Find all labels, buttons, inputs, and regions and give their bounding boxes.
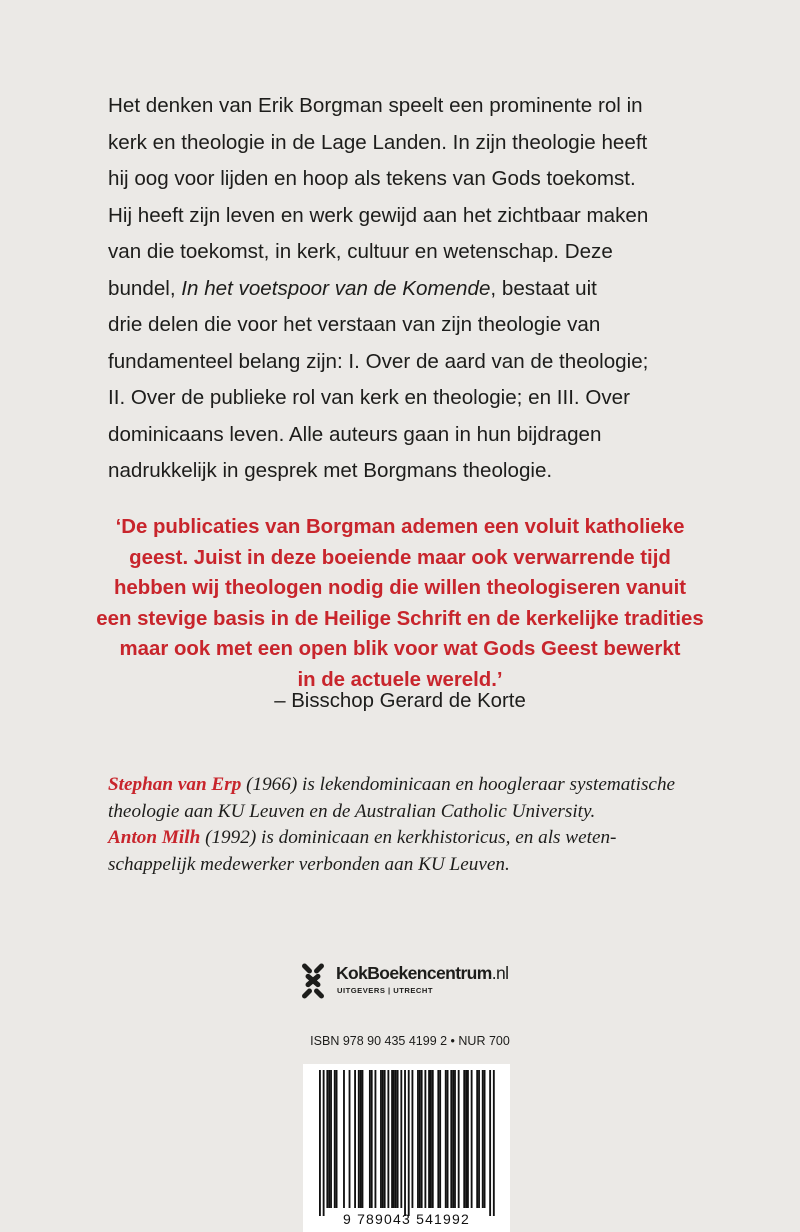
- barcode-bar: [432, 1070, 434, 1208]
- endorsement-quote: [80, 512, 720, 695]
- barcode-bar: [343, 1070, 345, 1208]
- book-title-italic: In het voetspoor van de Komende: [181, 276, 491, 300]
- barcode-bar: [384, 1070, 386, 1208]
- author-bio-line: schappelijk medewerker verbonden aan KU Leuven.: [108, 853, 510, 875]
- barcode-bar: [445, 1070, 447, 1208]
- barcode-graphic: [303, 1064, 510, 1232]
- quote-line: maar ook met een open blik voor wat Gods Geest bewerkt: [119, 638, 681, 660]
- kok-boekencentrum-logo-icon: [298, 960, 328, 1004]
- publisher-name-text: KokBoekencentrum: [336, 963, 492, 983]
- barcode-bar: [476, 1070, 478, 1208]
- barcode-bar: [430, 1070, 432, 1208]
- barcode-number: 9 789043 541992: [343, 1211, 470, 1227]
- barcode-bar: [471, 1070, 473, 1208]
- barcode-bar: [358, 1070, 360, 1208]
- publisher-tld: .nl: [491, 963, 509, 983]
- author-bio-text: (1966) is lekendominicaan en hoogleraar systematische: [241, 774, 676, 795]
- barcode-bar: [380, 1070, 382, 1208]
- barcode: [303, 1064, 510, 1232]
- publisher-subtitle: UITGEVERS | UTRECHT: [337, 986, 434, 995]
- barcode-bar: [404, 1070, 406, 1216]
- barcode-bar: [421, 1070, 423, 1208]
- barcode-bar: [437, 1070, 439, 1208]
- quote-line: ‘De publicaties van Borgman ademen een voluit katholieke: [115, 516, 685, 538]
- barcode-bar: [439, 1070, 441, 1208]
- description-line: fundamenteel belang zijn: I. Over de aard van de theologie;: [108, 349, 649, 373]
- description-line: nadrukkelijk in gesprek met Borgmans theologie.: [108, 459, 553, 482]
- barcode-bar: [375, 1070, 377, 1208]
- description-line: kerk en theologie in de Lage Landen. In zijn theologie heeft: [108, 130, 648, 154]
- barcode-bar: [323, 1070, 325, 1216]
- description-line: Hij heeft zijn leven en werk gewijd aan het zichtbaar maken: [108, 203, 649, 227]
- barcode-bar: [454, 1070, 456, 1208]
- publisher-name: [336, 963, 508, 984]
- barcode-bar: [484, 1070, 486, 1208]
- barcode-bar: [326, 1070, 328, 1208]
- barcode-bar: [478, 1070, 480, 1208]
- barcode-bar: [349, 1070, 351, 1208]
- barcode-bar: [400, 1070, 402, 1208]
- barcode-bar: [428, 1070, 430, 1208]
- author-bio-line: [108, 825, 728, 852]
- publisher-logo: [298, 960, 538, 1006]
- barcode-bar: [328, 1070, 330, 1208]
- description-line: hij oog voor lijden en hoop als tekens van Gods toekomst.: [108, 167, 636, 190]
- description-text: , bestaat uit: [490, 276, 597, 300]
- barcode-bar: [450, 1070, 452, 1208]
- description-line-with-title: [108, 271, 708, 308]
- book-description: [108, 88, 708, 490]
- barcode-bar: [369, 1070, 371, 1208]
- barcode-bar: [463, 1070, 465, 1208]
- barcode-bar: [489, 1070, 491, 1216]
- barcode-bar: [465, 1070, 467, 1208]
- barcode-bar: [354, 1070, 356, 1208]
- barcode-bar: [330, 1070, 332, 1208]
- barcode-bar: [493, 1070, 495, 1216]
- barcode-bar: [393, 1070, 395, 1208]
- author-name: Stephan van Erp: [108, 774, 242, 795]
- barcode-bar: [424, 1070, 426, 1208]
- barcode-bar: [408, 1070, 410, 1216]
- barcode-bar: [412, 1070, 414, 1208]
- quote-line: geest. Juist in deze boeiende maar ook verwarrende tijd: [129, 546, 671, 569]
- barcode-bar: [334, 1070, 336, 1208]
- barcode-bar: [482, 1070, 484, 1208]
- description-line: II. Over de publieke rol van kerk en theologie; en III. Over: [108, 386, 630, 409]
- barcode-bar: [467, 1070, 469, 1208]
- barcode-bar: [362, 1070, 364, 1208]
- author-name: Anton Milh: [108, 827, 201, 849]
- author-bios: [108, 772, 728, 878]
- description-line: van die toekomst, in kerk, cultuur en wetenschap. Deze: [108, 240, 613, 263]
- barcode-bar: [371, 1070, 373, 1208]
- barcode-bar: [419, 1070, 421, 1208]
- quote-line: in de actuele wereld.’: [297, 668, 503, 691]
- barcode-bar: [417, 1070, 419, 1208]
- quote-line: hebben wij theologen nodig die willen theologiseren vanuit: [113, 577, 687, 599]
- description-text: bundel,: [108, 276, 182, 300]
- barcode-bar: [397, 1070, 399, 1208]
- barcode-bar: [395, 1070, 397, 1208]
- barcode-bar: [452, 1070, 454, 1208]
- barcode-bar: [458, 1070, 460, 1208]
- barcode-bar: [360, 1070, 362, 1208]
- author-bio-text: (1992) is dominicaan en kerkhistoricus, en als weten-: [200, 827, 617, 849]
- barcode-bar: [336, 1070, 338, 1208]
- quote-line: een stevige basis in de Heilige Schrift en de kerkelijke tradities: [96, 607, 704, 630]
- author-bio-line: theologie aan KU Leuven en de Australian Catholic University.: [108, 800, 596, 822]
- barcode-bar: [391, 1070, 393, 1208]
- barcode-bar: [319, 1070, 321, 1216]
- quote-attribution: – Bisschop Gerard de Korte: [274, 690, 526, 712]
- description-line: Het denken van Erik Borgman speelt een prominente rol in: [108, 94, 643, 117]
- barcode-bar: [447, 1070, 449, 1208]
- barcode-bar: [387, 1070, 389, 1208]
- description-line: dominicaans leven. Alle auteurs gaan in hun bijdragen: [108, 422, 602, 446]
- barcode-bar: [382, 1070, 384, 1208]
- description-line: drie delen die voor het verstaan van zijn theologie van: [108, 313, 601, 336]
- isbn-nur-line: ISBN 978 90 435 4199 2 • NUR 700: [310, 1034, 510, 1048]
- author-bio-line: [108, 772, 728, 799]
